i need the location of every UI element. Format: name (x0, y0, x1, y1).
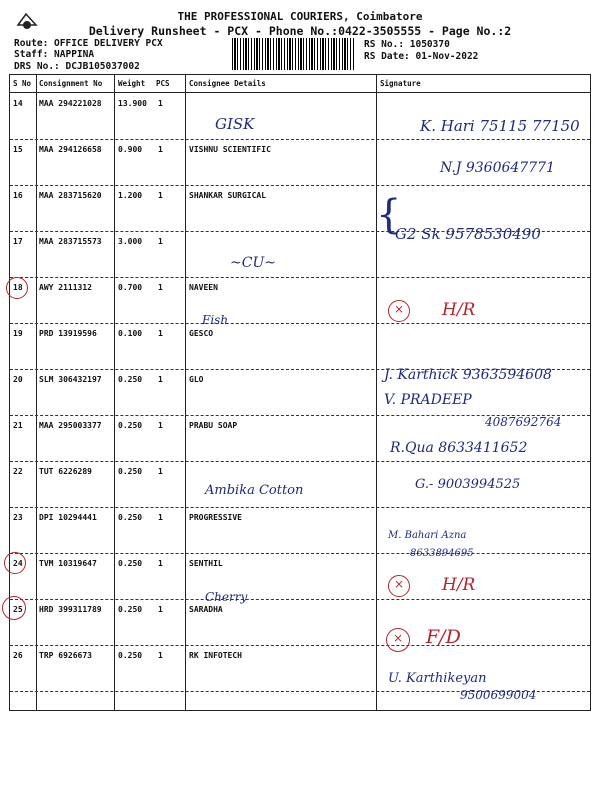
cell-weight: 13.900 (118, 99, 147, 108)
signature-row-23-a: M. Bahari Azna (388, 530, 467, 541)
cell-weight: 1.200 (118, 191, 143, 200)
cell-consignment: SLM 306432197 (39, 375, 102, 384)
cell-sno: 23 (13, 513, 23, 522)
handwritten-note-ambika: Ambika Cotton (205, 483, 304, 498)
cell-pcs: 1 (158, 467, 163, 476)
header-consignment: Consignment No (39, 79, 103, 88)
signature-row-26-b: 9500699004 (460, 688, 537, 702)
cell-sno: 18 (13, 283, 23, 292)
cell-sno: 22 (13, 467, 23, 476)
signature-row-15: N.J 9360647771 (440, 160, 555, 176)
cell-pcs: 1 (158, 605, 163, 614)
table-row (10, 508, 590, 554)
handwritten-note-fish: Fish (202, 313, 229, 327)
signature-row-18: H/R (442, 300, 476, 320)
cell-weight: 0.250 (118, 467, 143, 476)
cell-pcs: 1 (158, 375, 163, 384)
cell-sno: 21 (13, 421, 23, 430)
cell-sno: 26 (13, 651, 23, 660)
route-label: Route: OFFICE DELIVERY PCX (14, 38, 163, 49)
drs-number: DRS No.: DCJB105037002 (14, 61, 140, 72)
cell-consignment: TVM 10319647 (39, 559, 97, 568)
cell-consignment: AWY 2111312 (39, 283, 92, 292)
header-signature: Signature (380, 79, 421, 88)
cell-weight: 0.250 (118, 375, 143, 384)
cell-weight: 0.100 (118, 329, 143, 338)
cell-pcs: 1 (158, 237, 163, 246)
signature-row-16-17: G2 Sk 9578530490 (395, 225, 541, 243)
table-row (10, 278, 590, 324)
signature-row-21-a: 4087692764 (485, 415, 562, 429)
rs-date: RS Date: 01-Nov-2022 (364, 51, 479, 62)
serial-highlight-circle (2, 596, 26, 620)
cell-pcs: 1 (158, 513, 163, 522)
header-sno: S No (13, 79, 32, 88)
signature-row-20-b: V. PRADEEP (384, 392, 472, 408)
cell-consignee: PRABU SOAP (189, 421, 238, 430)
delivery-status-mark: × (393, 631, 404, 645)
cell-consignment: DPI 10294441 (39, 513, 97, 522)
cell-weight: 3.000 (118, 237, 143, 246)
cell-consignment: TRP 6926673 (39, 651, 92, 660)
cell-weight: 0.700 (118, 283, 143, 292)
table-row (10, 324, 590, 370)
cell-consignee: GLO (189, 375, 204, 384)
handwritten-note-cu: ~CU~ (230, 255, 276, 271)
table-row (10, 600, 590, 646)
cell-consignment: MAA 295003377 (39, 421, 102, 430)
cell-weight: 0.250 (118, 513, 143, 522)
cell-sno: 17 (13, 237, 23, 246)
cell-sno: 20 (13, 375, 23, 384)
cell-consignment: MAA 294126658 (39, 145, 102, 154)
table-row (10, 646, 590, 692)
cell-pcs: 1 (158, 421, 163, 430)
cell-pcs: 1 (158, 329, 163, 338)
header-pcs: PCS (156, 79, 170, 88)
signature-row-21-b: R.Qua 8633411652 (390, 440, 528, 456)
signature-row-20-a: J. Karthick 9363594608 (384, 367, 552, 383)
handwritten-note-cherry: Cherry (205, 590, 248, 604)
signature-row-23-b: 8633894695 (410, 548, 474, 559)
cell-sno: 24 (13, 559, 23, 568)
header-weight: Weight (118, 79, 146, 88)
cell-consignee: NAVEEN (189, 283, 218, 292)
cell-consignment: MAA 294221028 (39, 99, 102, 108)
serial-highlight-circle (4, 552, 26, 574)
cell-pcs: 1 (158, 559, 163, 568)
cell-consignee: PROGRESSIVE (189, 513, 242, 522)
signature-row-22: G.- 9003994525 (415, 477, 521, 492)
rs-number: RS No.: 1050370 (364, 39, 450, 50)
cell-pcs: 1 (158, 283, 163, 292)
cell-consignment: TUT 6226289 (39, 467, 92, 476)
cell-pcs: 1 (158, 145, 163, 154)
cell-sno: 19 (13, 329, 23, 338)
cell-consignment: MAA 283715620 (39, 191, 102, 200)
signature-row-26-a: U. Karthikeyan (388, 671, 487, 686)
cell-consignee: SENTHIL (189, 559, 223, 568)
delivery-status-mark: × (394, 577, 405, 591)
header-consignee: Consignee Details (189, 79, 266, 88)
cell-consignee: RK INFOTECH (189, 651, 242, 660)
cell-consignment: PRD 13919596 (39, 329, 97, 338)
cell-sno: 16 (13, 191, 23, 200)
cell-pcs: 1 (158, 651, 163, 660)
company-title: THE PROFESSIONAL COURIERS, Coimbatore (177, 10, 423, 23)
cell-consignee: GESCO (189, 329, 214, 338)
runsheet-table (9, 74, 591, 711)
cell-sno: 15 (13, 145, 23, 154)
cell-consignee: SHANKAR SURGICAL (189, 191, 267, 200)
cell-weight: 0.250 (118, 559, 143, 568)
cell-consignee: VISHNU SCIENTIFIC (189, 145, 271, 154)
cell-consignment: HRD 399311789 (39, 605, 102, 614)
cell-weight: 0.900 (118, 145, 143, 154)
serial-highlight-circle (6, 277, 28, 299)
signature-row-14: K. Hari 75115 77150 (420, 117, 580, 135)
cell-weight: 0.250 (118, 651, 143, 660)
cell-weight: 0.250 (118, 605, 143, 614)
barcode-graphic (232, 38, 354, 70)
brace-mark: { (376, 192, 402, 238)
cell-sno: 25 (13, 605, 23, 614)
header-divider (10, 92, 590, 93)
signature-row-25: F/D (426, 626, 461, 648)
cell-consignee: SARADHA (189, 605, 223, 614)
cell-pcs: 1 (158, 99, 163, 108)
cell-pcs: 1 (158, 191, 163, 200)
cell-weight: 0.250 (118, 421, 143, 430)
staff-label: Staff: NAPPINA (14, 49, 95, 60)
cell-consignment: MAA 283715573 (39, 237, 102, 246)
signature-row-24: H/R (442, 575, 476, 595)
handwritten-note-gisk: GISK (215, 115, 255, 133)
cell-sno: 14 (13, 99, 23, 108)
table-row (10, 554, 590, 600)
delivery-status-mark: × (394, 302, 405, 316)
runsheet-subtitle: Delivery Runsheet - PCX - Phone No.:0422-3505555 - Page No.:2 (88, 24, 512, 38)
